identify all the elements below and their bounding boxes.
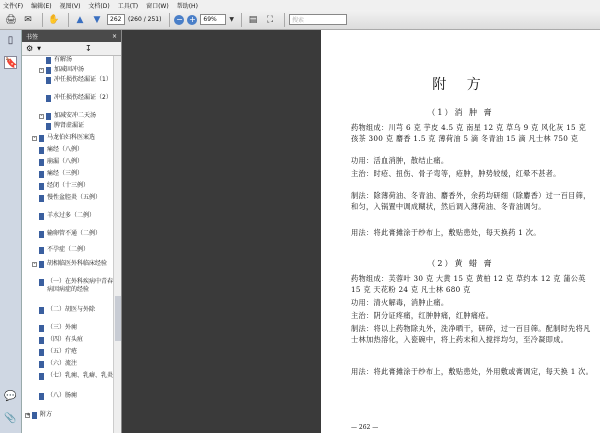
menu-help[interactable]: 帮助(H)	[176, 2, 198, 10]
options-dropdown-icon[interactable]: ▼	[37, 45, 42, 52]
bookmark-item[interactable]	[39, 392, 113, 400]
bookmark-icon	[39, 393, 44, 400]
paragraph-indication-2: 主治：阴分证疼痛，红肿肿痛，红肿痛疮。	[351, 311, 494, 320]
bookmark-label: 加减固冲汤	[54, 66, 85, 73]
toolbar-separator	[284, 13, 285, 27]
bookmark-label: （三）外痈	[47, 324, 78, 331]
paragraph-usage-1: 用法：将此膏摊涂于纱布上，敷贴患处，每天换药 1 次。	[351, 228, 541, 237]
bookmark-item[interactable]	[39, 230, 113, 238]
options-icon[interactable]: ⚙	[26, 44, 34, 53]
pages-panel-icon[interactable]: ▯	[7, 35, 14, 46]
bookmark-item[interactable]	[39, 194, 113, 202]
bookmark-icon	[39, 183, 44, 190]
menu-window[interactable]: 窗口(W)	[146, 2, 169, 10]
toolbar	[0, 10, 600, 30]
paragraph-usage-2: 用法：将此膏摊涂于纱布上，敷贴患处，外用敷或膏调定，每天换 1 次。	[351, 367, 594, 376]
bookmark-label: （八）肠痈	[47, 392, 78, 399]
print-icon[interactable]: 🖨	[5, 14, 17, 25]
prev-page-icon[interactable]: ▲	[76, 14, 84, 25]
fit-width-icon[interactable]: ⛶	[266, 14, 274, 25]
bookmark-item[interactable]	[32, 134, 113, 142]
toolbar-separator	[241, 13, 242, 27]
bookmark-item[interactable]	[39, 278, 113, 294]
bookmark-label: 痛经（三例）	[47, 170, 84, 177]
bookmark-item[interactable]	[46, 56, 113, 64]
zoom-level-input[interactable]: 69%	[200, 14, 226, 25]
paragraph-preparation-2: 制法：将以上药物除丸外，洗净晒干，研碎，过一百目筛。配制时先将凡士林加热溶化，入瓷碗中，将上药末和入搅拌均匀，至冷凝即成。	[351, 324, 591, 344]
bookmark-label: 马龙伯妇科医案选	[47, 134, 96, 141]
comments-panel-icon[interactable]: 💬	[4, 391, 17, 402]
bookmark-item[interactable]	[39, 66, 113, 74]
menu-bar	[0, 0, 600, 10]
bookmark-item[interactable]	[39, 246, 113, 254]
bookmark-item[interactable]	[25, 411, 113, 419]
page-number-input[interactable]: 262	[107, 14, 125, 25]
section-heading-1: （1）消 肿 膏	[427, 108, 494, 117]
expand-toggle-icon[interactable]: -	[40, 112, 43, 119]
bookmark-icon	[39, 349, 44, 356]
bookmark-label: 慢性盆腔炎（五例）	[47, 194, 102, 201]
bookmark-item[interactable]	[39, 170, 113, 178]
hand-tool-icon[interactable]: ✋	[48, 14, 60, 25]
search-input[interactable]: 搜索	[289, 14, 347, 25]
bookmark-label: 经闭（十三例）	[47, 182, 90, 189]
document-page	[321, 30, 600, 433]
close-panel-icon[interactable]: ×	[111, 32, 117, 40]
bookmark-icon	[39, 159, 44, 166]
paragraph-function-1: 功用：活血消肿，散结止痛。	[351, 156, 449, 165]
bookmark-item[interactable]	[39, 348, 113, 356]
bookmark-item[interactable]	[39, 306, 113, 314]
menu-file[interactable]: 文件(F)	[3, 2, 24, 10]
bookmark-icon	[39, 195, 44, 202]
bookmark-icon	[39, 325, 44, 332]
scrollbar-thumb[interactable]	[115, 296, 121, 341]
bookmark-tree	[22, 56, 114, 433]
bookmark-item[interactable]	[39, 158, 113, 166]
bookmark-icon	[46, 113, 51, 120]
bookmark-icon	[39, 135, 44, 142]
bookmark-item[interactable]	[46, 94, 113, 102]
page-footer-number: — 262 —	[351, 424, 379, 431]
bookmark-item[interactable]	[39, 336, 113, 344]
bookmark-icon	[46, 95, 51, 102]
bookmark-icon	[39, 361, 44, 368]
bookmark-item[interactable]	[46, 76, 113, 84]
bookmark-icon	[39, 373, 44, 380]
bookmark-icon	[39, 337, 44, 344]
bookmarks-panel-icon[interactable]: 🔖	[5, 58, 18, 69]
bookmark-icon	[46, 123, 51, 130]
bookmark-item[interactable]	[39, 212, 113, 220]
bookmark-label: 羊水过多（二例）	[47, 212, 96, 219]
bookmark-label: 冲任损伤经漏证（1）	[54, 76, 112, 83]
next-page-icon[interactable]: ▼	[93, 14, 101, 25]
page-heading: 附 方	[432, 77, 489, 93]
bookmark-icon	[46, 77, 51, 84]
email-icon[interactable]: ✉	[24, 14, 32, 25]
bookmark-label: 冲任损伤经漏证（2）	[54, 94, 112, 101]
bookmark-item[interactable]	[39, 360, 113, 368]
bookmark-icon	[39, 307, 44, 314]
bookmark-item[interactable]	[39, 112, 113, 120]
zoom-in-icon[interactable]: +	[189, 14, 196, 24]
bookmark-item[interactable]	[32, 260, 113, 268]
menu-edit[interactable]: 编辑(E)	[31, 2, 52, 10]
bookmark-item[interactable]	[46, 122, 113, 130]
bookmark-icon	[39, 279, 44, 286]
bookmark-label: 不孕症（二例）	[47, 246, 90, 253]
bookmark-icon	[39, 247, 44, 254]
attachments-panel-icon[interactable]: 📎	[4, 413, 17, 424]
bookmark-icon	[32, 412, 37, 419]
bookmark-icon	[39, 147, 44, 154]
toolbar-separator	[42, 13, 43, 27]
page-count: (260 / 251)	[128, 16, 162, 23]
bookmark-label: （一）在外科疾病中青春病因病症的经验	[47, 278, 114, 293]
bookmark-item[interactable]	[39, 182, 113, 190]
bookmark-icon	[39, 171, 44, 178]
bookmark-label: 有解汤	[54, 56, 73, 63]
bookmark-label: 加减安冲二天汤	[54, 112, 97, 119]
toolbar-separator	[169, 13, 170, 27]
zoom-dropdown-icon[interactable]: ▼	[229, 16, 235, 23]
bookmarks-panel-header	[22, 30, 121, 42]
menu-document[interactable]: 文档(D)	[88, 2, 110, 10]
bookmark-label: 脾肾虚漏证	[54, 122, 85, 129]
bookmark-icon	[46, 57, 51, 64]
bookmark-label: （五）疔疮	[47, 348, 78, 355]
bookmark-label: 输卵管不通（二例）	[47, 230, 102, 237]
bookmark-label: （四）有头疽	[47, 336, 84, 343]
bookmarks-panel-title: 书签	[26, 33, 39, 41]
bookmark-label: 痛经（八例）	[47, 146, 84, 153]
toolbar-separator	[68, 13, 69, 27]
bookmark-icon	[46, 67, 51, 74]
bookmark-label: 附方	[40, 411, 53, 418]
paragraph-composition-2: 药物组成：芙蓉叶 30 克 大黄 15 克 黄柏 12 克 草约本 12 克 蒲公英 15 克 天花粉 24 克 凡士林 680 克	[351, 274, 586, 294]
expand-toggle-icon[interactable]: +	[26, 411, 31, 418]
fit-page-icon[interactable]: ▤	[248, 14, 258, 25]
bookmark-label: 崩漏（八例）	[47, 158, 84, 165]
paragraph-preparation-1: 制法：除薄荷油、冬青油、麝香外，余药均研细（除麝香）过一百目筛，和匀，入锅置中调成糊状，然后调入薄荷油、冬青油调匀。	[351, 191, 591, 211]
bookmarks-panel-tools	[22, 42, 121, 56]
paragraph-composition-1: 药物组成：川芎 6 克 芋皮 4.5 克 南星 12 克 草乌 9 克 风化灰 15 克 孩茶 300 克 麝香 1.5 克 薄荷油 5 滴 冬青油 15 滴 凡士林 750 克	[351, 123, 586, 143]
bookmark-label: （二）胡医与外除	[47, 306, 96, 313]
bookmarks-scrollbar[interactable]	[113, 56, 121, 433]
paragraph-indication-1: 主治：时疮、扭伤、骨子弯等，疮肿，肿势较缓，红晕不甚者。	[351, 169, 561, 178]
expand-toggle-icon[interactable]: -	[33, 134, 36, 141]
expand-bookmark-icon[interactable]: ↧	[85, 44, 92, 53]
bookmark-icon	[39, 231, 44, 238]
bookmark-icon	[39, 261, 44, 268]
bookmark-label: 胡相临医外科临床经验	[47, 260, 108, 267]
menu-view[interactable]: 视图(V)	[59, 2, 81, 10]
bookmark-item[interactable]	[39, 372, 113, 380]
menu-tools[interactable]: 工具(T)	[117, 2, 139, 10]
navigation-strip	[0, 30, 22, 433]
zoom-out-icon[interactable]: −	[176, 14, 183, 24]
bookmark-icon	[39, 213, 44, 220]
bookmarks-panel	[22, 30, 122, 433]
section-heading-2: （2）黄 蜡 膏	[427, 259, 494, 268]
bookmark-label: （六）流注	[47, 360, 78, 367]
bookmark-label: （七）乳痈、乳癖、乳炎	[47, 372, 114, 379]
paragraph-function-2: 功用：清火解毒，消肿止痛。	[351, 298, 449, 307]
bookmark-item[interactable]	[39, 146, 113, 154]
bookmark-item[interactable]	[39, 324, 113, 332]
expand-toggle-icon[interactable]: -	[40, 66, 43, 73]
expand-toggle-icon[interactable]: -	[33, 260, 36, 267]
